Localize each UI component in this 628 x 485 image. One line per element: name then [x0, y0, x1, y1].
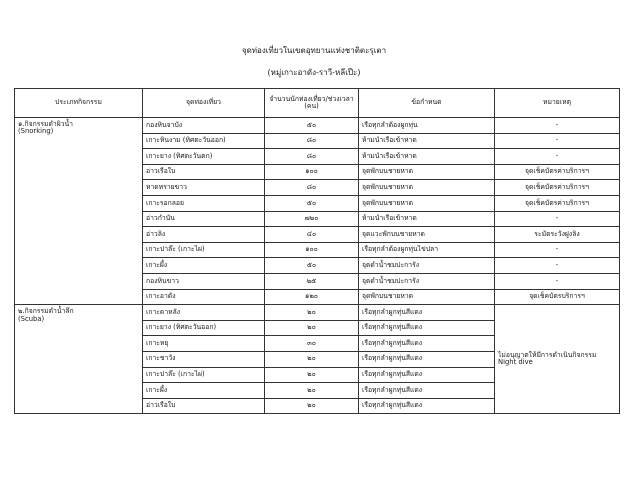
table-header-row: [15, 89, 620, 118]
visitor-count-cell: ๒๐: [265, 351, 359, 367]
document-title: จุดท่องเที่ยวในเขตอุทยานแห่งชาติตะรุเตา: [241, 46, 387, 55]
site-cell: อ่าวลิง: [143, 227, 265, 243]
site-cell: เกาะยาง (ทิศตะวันออก): [143, 320, 265, 336]
activity-type-cell: [15, 305, 143, 414]
rule-cell: จุดพักบนชายหาด: [359, 289, 495, 305]
visitor-count-cell: ๒๕: [265, 273, 359, 289]
visitor-count-cell: ๑๒๐: [265, 289, 359, 305]
activity-type-thai: ๑.กิจกรรมดำผิวน้ำ: [18, 120, 73, 128]
header-activity-type: ประเภทกิจกรรม: [15, 89, 143, 118]
document-subtitle: (หมู่เกาะอาดัง-ราวี-หลีเป๊ะ): [267, 68, 361, 77]
rule-cell: เรือทุกลำผูกทุ่นสีแดง: [359, 351, 495, 367]
activity-type-english: (Snorking): [18, 127, 54, 136]
visitor-count-cell: ๒๐: [265, 305, 359, 321]
visitor-count-cell: ๘๐: [265, 149, 359, 165]
site-cell: เกาะหินงาม (ทิศตะวันออก): [143, 133, 265, 149]
rule-cell: เรือทุกลำผูกทุ่นสีแดง: [359, 367, 495, 383]
rule-cell: ห้ามนำเรือเข้าหาด: [359, 211, 495, 227]
rule-cell: จุดดำน้ำชมปะการัง: [359, 258, 495, 274]
visitor-count-cell: ๔๐: [265, 227, 359, 243]
header-site: จุดท่องเที่ยว: [143, 89, 265, 118]
site-cell: เกาะดาหลัง: [143, 305, 265, 321]
visitor-count-cell: ๘๐: [265, 180, 359, 196]
note-cell: จุดเช็คบัตรค่าบริการฯ: [495, 164, 620, 180]
site-cell: อ่าวกำนัน: [143, 211, 265, 227]
visitor-count-cell: ๕๐: [265, 258, 359, 274]
activity-type-thai: ๒.กิจกรรมดำน้ำลึก: [18, 307, 74, 316]
header-note: หมายเหตุ: [495, 89, 620, 118]
visitor-count-cell: ๓๐: [265, 336, 359, 352]
note-cell: -: [495, 242, 620, 258]
visitor-count-cell: ๒๐: [265, 398, 359, 414]
note-cell: -: [495, 211, 620, 227]
header-rule: ข้อกำหนด: [359, 89, 495, 118]
visitor-count-cell: ๒๐: [265, 367, 359, 383]
site-cell: เกาะหยุ: [143, 336, 265, 352]
visitor-count-cell: ๑๐๐: [265, 242, 359, 258]
site-cell: กองหินขาว: [143, 273, 265, 289]
rule-cell: ห้ามนำเรือเข้าหาด: [359, 133, 495, 149]
site-cell: อ่าวเรือใบ: [143, 398, 265, 414]
note-cell: -: [495, 149, 620, 165]
visitor-count-cell: ๒๐: [265, 383, 359, 399]
rule-cell: จุดพักบนชายหาด: [359, 195, 495, 211]
activity-type-cell: [15, 118, 143, 305]
tourism-sites-table: [14, 88, 620, 414]
note-cell: -: [495, 273, 620, 289]
site-cell: เกาะอาดัง: [143, 289, 265, 305]
rule-cell: จุดแวะพักบนชายหาด: [359, 227, 495, 243]
rule-cell: ห้ามนำเรือเข้าหาด: [359, 149, 495, 165]
table-row: [15, 305, 620, 321]
site-cell: เกาะผึ้ง: [143, 383, 265, 399]
rule-cell: จุดพักบนชายหาด: [359, 164, 495, 180]
rule-cell: เรือทุกลำผูกทุ่นสีแดง: [359, 383, 495, 399]
site-cell: เกาะผึ้ง: [143, 258, 265, 274]
note-cell: -: [495, 133, 620, 149]
visitor-count-cell: ๕๐: [265, 118, 359, 134]
rule-cell: เรือทุกลำต้องผูกทุ่น: [359, 118, 495, 134]
note-cell: จุดเช็คบัตรค่าบริการฯ: [495, 180, 620, 196]
rule-cell: เรือทุกลำผูกทุ่นสีแดง: [359, 398, 495, 414]
site-cell: อ่าวเรือใบ: [143, 164, 265, 180]
visitor-count-cell: ๕๐: [265, 195, 359, 211]
rule-cell: เรือทุกลำผูกทุ่นสีแดง: [359, 336, 495, 352]
note-cell: จุดเช็คบัตรบริการฯ: [495, 289, 620, 305]
visitor-count-cell: ๒๐: [265, 320, 359, 336]
rule-cell: เรือทุกลำผูกทุ่นสีแดง: [359, 320, 495, 336]
note-cell: ระมัดระวังฝูงลิง: [495, 227, 620, 243]
table-body: [15, 118, 620, 414]
note-cell: -: [495, 118, 620, 134]
header-visitor-count: จำนวนนักท่องเที่ยว/ช่วงเวลา (คน): [265, 89, 359, 118]
visitor-count-cell: ๑๐๐: [265, 164, 359, 180]
note-cell: -: [495, 258, 620, 274]
rule-cell: เรือทุกลำผูกทุ่นสีแดง: [359, 305, 495, 321]
rule-cell: จุดพักบนชายหาด: [359, 180, 495, 196]
visitor-count-cell: ๗๒๐: [265, 211, 359, 227]
table-row: [15, 118, 620, 134]
activity-type-english: (Scuba): [18, 314, 45, 323]
visitor-count-cell: ๘๐: [265, 133, 359, 149]
site-cell: กองหินจาบัง: [143, 118, 265, 134]
site-cell: เกาะรอกลอย: [143, 195, 265, 211]
site-cell: เกาะยาง (ทิศตะวันตก): [143, 149, 265, 165]
site-cell: เกาะชาวัง: [143, 351, 265, 367]
site-cell: หาดทรายขาว: [143, 180, 265, 196]
site-cell: เกาะปาล๊ะ (เกาะไผ่): [143, 367, 265, 383]
note-cell: ไม่อนุญาตให้มีการดำเนินกิจกรรม Night dive: [495, 305, 620, 414]
rule-cell: จุดดำน้ำชมปะการัง: [359, 273, 495, 289]
site-cell: เกาะปาล๊ะ (เกาะไผ่): [143, 242, 265, 258]
rule-cell: เรือทุกลำต้องผูกทุ่นไข่ปลา: [359, 242, 495, 258]
note-cell: จุดเช็คบัตรค่าบริการฯ: [495, 195, 620, 211]
